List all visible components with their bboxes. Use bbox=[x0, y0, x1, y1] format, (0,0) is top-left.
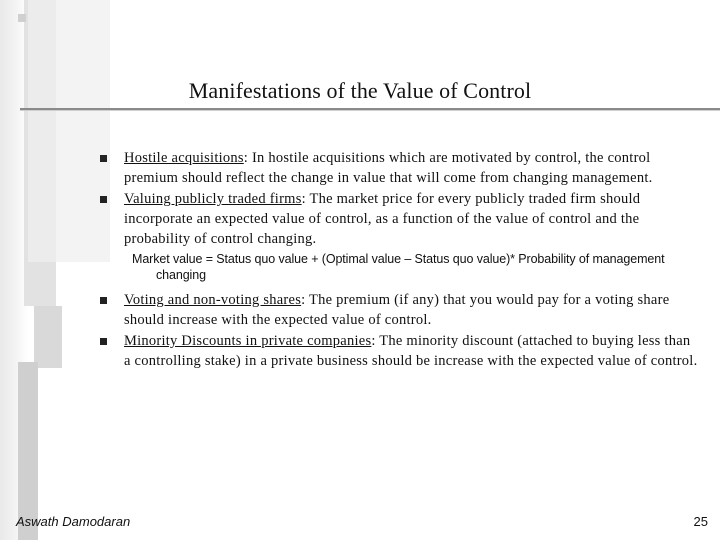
bullet-text: : In hostile acquisitions which are motivated by control, the control premium should reflect the change in value that will come from changing management. bbox=[124, 150, 653, 186]
bullet-term: Hostile acquisitions bbox=[124, 150, 244, 166]
bullet-text: : The market price for every publicly traded firm should incorporate an expected value of control, as a function of the value of control and the probability of control changing. bbox=[124, 191, 641, 247]
title-divider bbox=[20, 108, 720, 110]
bullet-list-bottom bbox=[98, 290, 698, 372]
bullet-minority-discounts bbox=[98, 331, 698, 371]
square-bullet-icon bbox=[100, 196, 107, 203]
formula-line: Market value = Status quo value + (Optimal value – Status quo value)* Probability of management bbox=[132, 252, 665, 266]
slide-title: Manifestations of the Value of Control bbox=[188, 78, 532, 103]
bullet-list-top bbox=[98, 148, 698, 250]
bullet-publicly-traded-firms bbox=[98, 189, 698, 249]
bullet-hostile-acquisitions bbox=[98, 148, 698, 188]
page-number: 25 bbox=[693, 514, 708, 529]
corner-mark bbox=[18, 14, 26, 22]
background-block bbox=[34, 306, 62, 368]
market-value-formula bbox=[132, 251, 702, 283]
bullet-voting-shares bbox=[98, 290, 698, 330]
square-bullet-icon bbox=[100, 297, 107, 304]
bullet-text: : The minority discount (attached to buying less than a controlling stake) in a private business should be increase with the expected value of control. bbox=[124, 333, 698, 369]
bullet-term: Voting and non-voting shares bbox=[124, 292, 302, 308]
square-bullet-icon bbox=[100, 155, 107, 162]
bullet-term: Valuing publicly traded firms bbox=[124, 191, 302, 207]
bullet-text: : The premium (if any) that you would pay for a voting share should increase with the expected value of control. bbox=[124, 292, 670, 328]
footer-author: Aswath Damodaran bbox=[16, 514, 131, 529]
bullet-term: Minority Discounts in private companies bbox=[124, 333, 372, 349]
square-bullet-icon bbox=[100, 338, 107, 345]
formula-line-continuation: changing bbox=[156, 268, 206, 282]
